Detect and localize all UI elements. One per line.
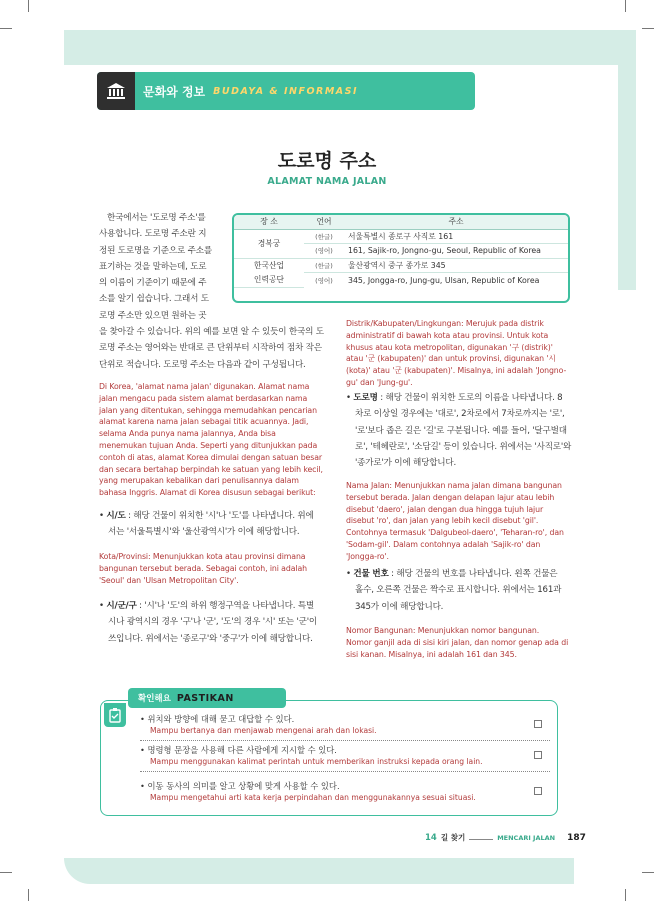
text-line: Distrik/Kabupaten/Lingkungan: Merujuk pada distrik: [346, 319, 544, 328]
text-line: bahasa Inggris. Alamat di Korea disusun sebagai berikut:: [99, 488, 316, 498]
bullet-building-number: [346, 566, 574, 615]
bullet-road-name: [346, 390, 574, 471]
intro-ko-wide: [99, 324, 344, 373]
right-id-top: [346, 318, 574, 389]
text-line: • 시/군/구 : '시'나 '도'의 하위 행정구역을 나타냅니다. 특별: [99, 601, 315, 611]
text-line: Contohnya termasuk 'Dalgubeol-daero', 'Teharan-ro', dan: [346, 528, 564, 538]
table-cell-lang: (영어): [304, 244, 344, 259]
text-line: yang merupakan kebalikan dari penulisannya dalam: [99, 476, 299, 486]
checklist-item-ko: • 이동 동사의 의미를 알고 상황에 맞게 사용할 수 있다.: [140, 781, 340, 791]
bullet-term: 도로명: [353, 393, 378, 403]
bullet-text: '시'나 '도'의 하위 행정구역을 나타냅니다. 특별: [144, 601, 315, 611]
bullet-building-number-id: [346, 625, 574, 660]
text-line: 표기하는 것을 말하는데, 도로: [99, 261, 207, 272]
crop-mark: [642, 28, 654, 29]
text-line: Kota/Provinsi: Menunjukkan kota atau provinsi dimana: [99, 552, 306, 561]
table-header: 언어: [304, 215, 344, 229]
crop-mark: [0, 872, 12, 873]
chapter-number: 14: [425, 833, 437, 843]
checklist-item-ko: • 명령형 문장을 사용해 다른 사람에게 지시할 수 있다.: [140, 745, 337, 755]
text-line: • 시/도 : 해당 건물이 위치한 '시'나 '도'를 나타냅니다. 위에: [99, 511, 314, 521]
table-cell-addr: 161, Sajik-ro, Jongno-gu, Seoul, Republic of Korea: [344, 244, 568, 259]
text-line: 정된 도로명을 기준으로 주소를: [99, 245, 212, 256]
bullet-text: 해당 건물의 번호를 나타냅니다. 왼쪽 건물은: [396, 569, 558, 579]
page-title: 도로명 주소: [277, 150, 377, 172]
crop-mark: [28, 889, 29, 901]
crop-mark: [625, 889, 626, 901]
table-cell-lang: (영어): [315, 276, 333, 285]
text-line: 'Sodam-gil'. Dalam contohnya adalah 'Sajik-ro' dan: [346, 539, 541, 549]
table-cell-lang: (한글): [304, 258, 344, 273]
text-line: 'Jongga-ro'.: [346, 551, 389, 561]
text-line: menemukan tujuan Anda. Seperti yang ditunjukkan pada: [99, 440, 318, 450]
text-line: Nomor ganjil ada di sisi kiri jalan, dan nomor genap ada di: [346, 637, 569, 647]
section-title-ko: 문화와 정보: [143, 84, 206, 99]
address-table: [232, 213, 570, 303]
text-line: '로'보다 좁은 길은 '길'로 구분됩니다. 예를 들어, '달구벌대: [355, 425, 567, 436]
section-title-id: BUDAYA & INFORMASI: [213, 85, 359, 97]
checklist-label-ko: 확인해요: [138, 694, 171, 704]
text-line: • 건물 번호 : 해당 건물의 번호를 나타냅니다. 왼쪽 건물은: [346, 569, 558, 579]
table-cell-place: [234, 258, 304, 287]
text-line: • 도로명 : 해당 건물이 위치한 도로의 이름을 나타냅니다. 8: [346, 393, 563, 403]
text-line: 단위로 적습니다. 도로명 주소는 다음과 같이 구성됩니다.: [99, 359, 306, 370]
bullet-si-gun-gu: [99, 598, 344, 647]
text-line: 로', '테헤란로', '소담길' 등이 있습니다. 위에서는 '사직로'와: [355, 441, 572, 452]
text-line: 홀수, 오른쪽 건물은 짝수로 표시합니다. 위에서는 161과: [355, 585, 562, 596]
text-line: 소를 알기 쉽습니다. 그래서 도: [99, 294, 209, 305]
table-cell-addr: 345, Jongga-ro, Jung-gu, Ulsan, Republic of Korea: [348, 275, 540, 285]
text-line: disebut 'ro', dan jalan yang lebih kecil disebut 'gil'.: [346, 516, 539, 526]
text-line: 로명 주소는 영어와는 반대로 큰 단위부터 시작하여 점차 작은: [99, 343, 322, 354]
section-icon-box: [97, 72, 135, 110]
text-line: sisi kanan. Misalnya, ini adalah 161 dan 345.: [346, 649, 517, 659]
checklist-header: [128, 688, 286, 708]
page-footer: [425, 832, 586, 843]
text-line: 시나 광역시의 경우 '구'나 '군', '도'의 경우 '시' 또는 '군'이: [108, 617, 317, 628]
text-line: khusus atau kota metropolitan, digunakan '구 (distrik)': [346, 342, 553, 352]
footer-band: [64, 858, 574, 884]
header-band: [64, 30, 636, 65]
text-line: atau '군 (kabupaten)' dan untuk provinsi, digunakan '시: [346, 354, 556, 364]
table-cell-addr: 울산광역시 중구 종가로 345: [344, 258, 568, 273]
text-line: Nomor Bangunan: Menunjukkan nomor bangunan.: [346, 626, 540, 635]
text-line: jalan yang ditentukan, sehingga memudahkan pencarian: [99, 405, 317, 415]
page-subtitle: ALAMAT NAMA JALAN: [267, 176, 387, 187]
place-line: 한국산업: [253, 260, 285, 270]
text-line: 을 찾아갈 수 있습니다. 위의 예를 보면 알 수 있듯이 한국의 도: [99, 327, 324, 337]
bullet-si-do: [99, 508, 344, 541]
crop-mark: [0, 28, 12, 29]
page-number: 187: [567, 833, 586, 843]
text-line: 한국에서는 '도로명 주소'를: [107, 213, 206, 223]
checklist-item: [140, 714, 550, 736]
table-header: 장 소: [234, 215, 304, 229]
intro-id: [99, 381, 344, 499]
bullet-text: 해당 건물이 위치한 도로의 이름을 나타냅니다. 8: [385, 393, 563, 403]
checklist-item-id: Mampu bertanya dan menjawab mengenai arah dan lokasi.: [150, 726, 377, 735]
checkbox[interactable]: [534, 720, 542, 728]
text-line: 쓰입니다. 위에서는 '종로구'와 '중구'가 이에 해당합니다.: [108, 633, 313, 644]
bullet-term: 건물 번호: [353, 569, 389, 579]
text-line: jalan mengacu pada sistem alamat berdasarkan nama: [99, 393, 308, 403]
text-line: administratif di bawah kota atau provinsi. Untuk kota: [346, 330, 549, 340]
bullet-road-name-id: [346, 480, 574, 563]
text-line: 'Seoul' dan 'Ulsan Metropolitan City'.: [99, 575, 239, 585]
dotted-divider: [140, 740, 550, 741]
text-line: 서는 '서울특별시'와 '울산광역시'가 이에 해당합니다.: [108, 527, 300, 538]
section-header: [97, 72, 475, 110]
checklist-icon: [104, 703, 126, 727]
text-line: 사용합니다. 도로명 주소란 지: [99, 229, 207, 240]
table-header-row: [234, 215, 568, 229]
table-cell-addr: 서울특별시 종로구 사직로 161: [344, 229, 568, 244]
bullet-text: 해당 건물이 위치한 '시'나 '도'를 나타냅니다. 위에: [133, 511, 314, 521]
table-cell-lang: (한글): [304, 229, 344, 244]
bullet-term: 시/도: [106, 511, 126, 521]
checklist-label-id: PASTIKAN: [176, 692, 234, 704]
text-line: bangunan tersebut berada. Sebagai contoh, ini adalah: [99, 563, 307, 573]
table-header: 주소: [344, 215, 568, 229]
text-line: Di Korea, 'alamat nama jalan' digunakan. Alamat nama: [99, 382, 310, 391]
table-row: [234, 229, 568, 244]
dotted-divider: [140, 771, 550, 772]
text-line: tersebut berada. Jalan dengan delapan lajur atau lebih: [346, 492, 555, 502]
clipboard-icon: [108, 707, 122, 723]
text-line: '종가로'가 이에 해당합니다.: [355, 458, 457, 469]
text-line: dan secara bertahap berpindah ke satuan yang lebih kecil,: [99, 464, 323, 474]
landmark-icon: [106, 82, 126, 100]
checklist-item-id: Mampu mengetahui arti kata kerja perpindahan dan menggunakannya sesuai situasi.: [150, 793, 476, 802]
text-line: selama Anda punya nama jalannya, Anda bisa: [99, 429, 276, 439]
table-cell-place: 경복궁: [234, 229, 304, 258]
checkbox[interactable]: [534, 787, 542, 795]
text-line: 의 이름이 기준이기 때문에 주: [99, 278, 207, 289]
text-line: 345가 이에 해당합니다.: [355, 601, 444, 612]
checklist-item: [140, 781, 550, 803]
place-line: 인력공단: [253, 274, 285, 284]
table-row: [234, 258, 568, 273]
text-line: contoh di atas, alamat Korea dimulai dengan satuan besar: [99, 452, 322, 462]
crop-mark: [625, 0, 626, 12]
crop-mark: [642, 872, 654, 873]
checkbox[interactable]: [534, 751, 542, 759]
bullet-si-do-id: [99, 551, 344, 586]
crop-mark: [28, 0, 29, 12]
footer-rule: [469, 839, 493, 840]
checklist-item: [140, 745, 550, 767]
intro-ko-narrow: [99, 210, 231, 324]
text-line: 로명 주소만 있으면 원하는 곳: [99, 310, 207, 321]
text-line: 차로 이상일 경우에는 '대로', 2차로에서 7차로까지는 '로',: [355, 409, 565, 420]
chapter-title-id: MENCARI JALAN: [497, 834, 556, 842]
chapter-title-ko: 길 찾기: [440, 833, 466, 842]
text-line: (kota)' atau '군 (kabupaten)'. Misalnya, ini adalah 'Jongno-: [346, 366, 567, 376]
text-line: Nama Jalan: Menunjukkan nama jalan dimana bangunan: [346, 481, 562, 490]
checklist-item-ko: • 위치와 방향에 대해 묻고 대답할 수 있다.: [140, 714, 295, 724]
text-line: alamat karena nama jalan sebagai titik acuannya. Jadi,: [99, 417, 309, 427]
bullet-term: 시/군/구: [106, 601, 137, 611]
text-line: disebut 'daero', jalan dengan dua hingga tujuh lajur: [346, 504, 544, 514]
text-line: gu' dan 'Jung-gu'.: [346, 377, 413, 387]
checklist-item-id: Mampu menggunakan kalimat perintah untuk memberikan instruksi kepada orang lain.: [150, 757, 483, 766]
